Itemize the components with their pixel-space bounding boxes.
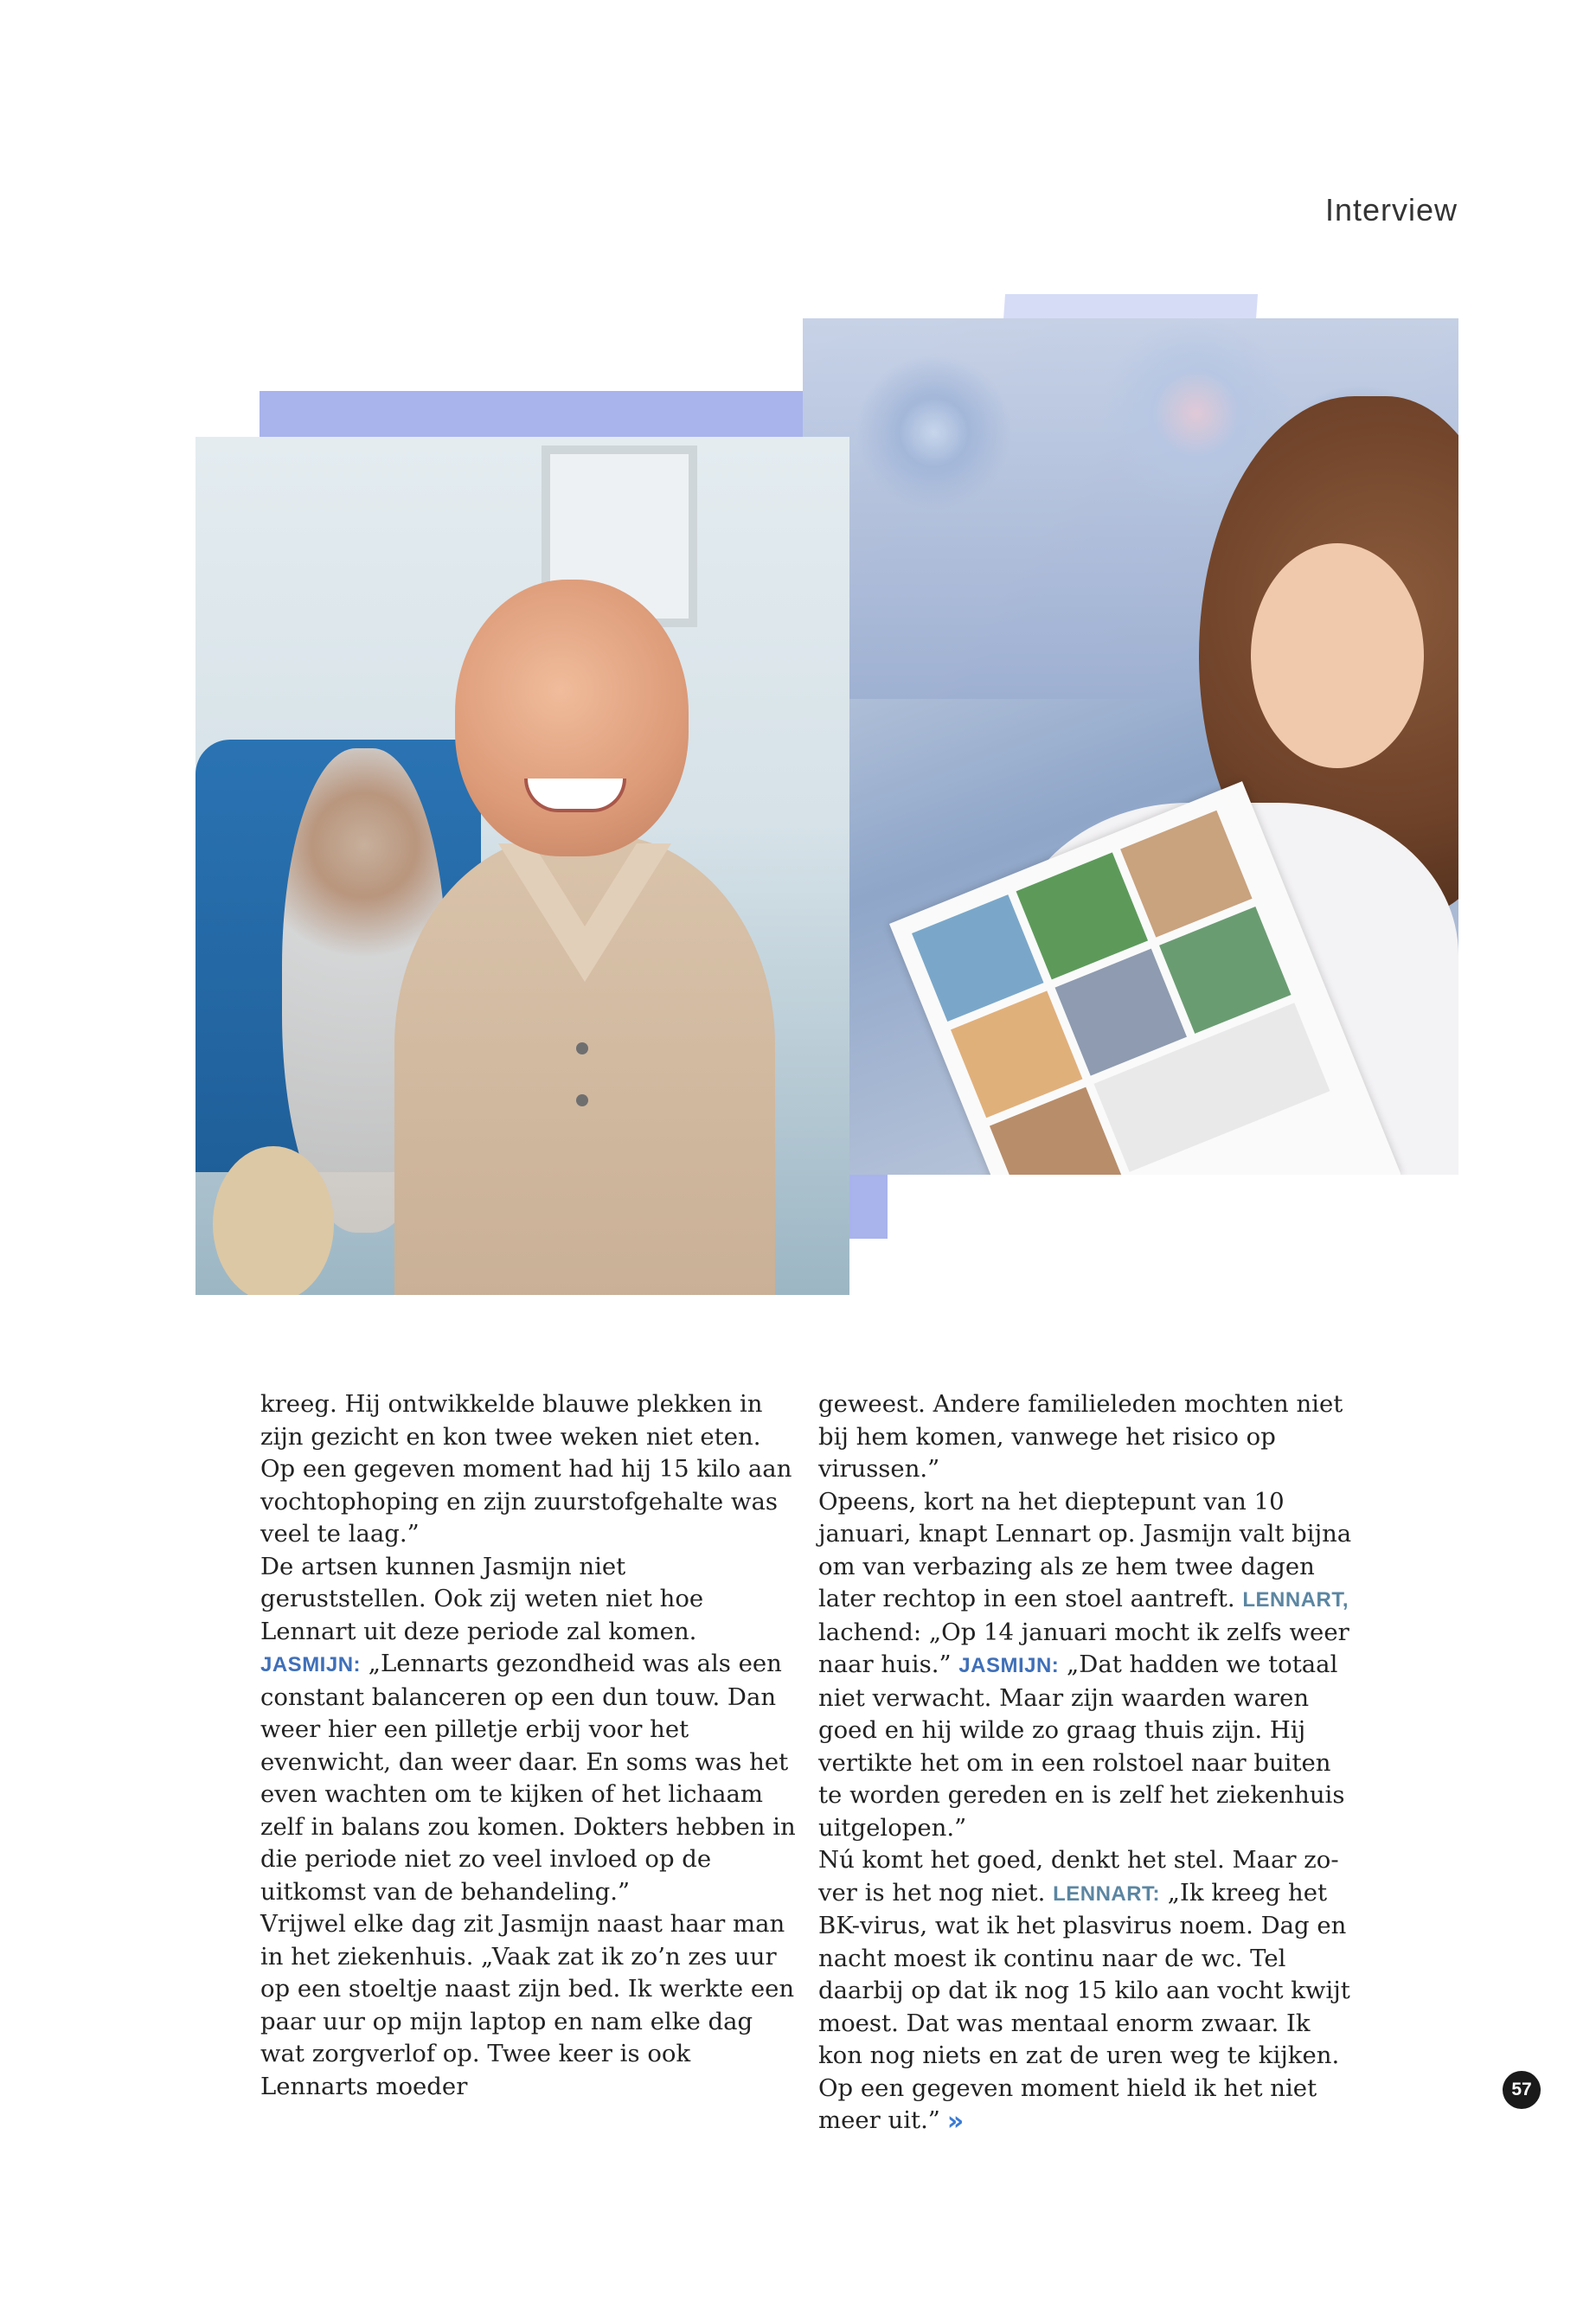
section-label: Interview [1324, 192, 1458, 228]
article-column-left [260, 1388, 797, 2103]
page-number: 57 [1503, 2071, 1541, 2109]
shirt-button-2 [576, 1094, 588, 1106]
paragraph [260, 1551, 797, 1909]
speaker-label-lennart: LENNART: [1053, 1881, 1161, 1906]
man-polo-shirt [394, 835, 775, 1295]
text: lachend: „Op 14 januari mocht ik zelfs weer naar huis.” [818, 1618, 1349, 1678]
text: „Lennarts gezondheid was als een constant balanceren op een dun touw. Dan weer hier een pilletje erbij voor het evenwicht, dan weer daar. En soms was het even wachten om te kijken of het lichaam zelf in balans zou komen. Dokters hebben in die periode niet zo veel invloed op de uitkomst van de behandeling.” [260, 1650, 796, 1906]
text: De artsen kunnen Jasmijn niet geruststellen. Ook zij weten niet hoe Lennart uit deze periode zal komen. [260, 1552, 704, 1645]
text: Opeens, kort na het dieptepunt van 10 januari, knapt Lennart op. Jasmijn valt bijna om van verbazing als ze hem twee dagen later rechtop in een stoel aantreft. [818, 1487, 1352, 1612]
text: „Ik kreeg het BK-virus, wat ik het plasvirus noem. Dag en nacht moest ik continu naar de wc. Tel daarbij op dat ik nog 15 kilo aan vocht kwijt moest. Dat was mentaal enorm zwaar. Ik kon nog niets en zat de uren weg te kijken. Op een gegeven moment hield ik het niet meer uit.” [818, 1878, 1350, 2134]
photo-woman-with-photobook [803, 318, 1458, 1175]
accent-bar-top [260, 391, 813, 438]
photo-smiling-man [195, 437, 849, 1295]
article-column-right [818, 1388, 1355, 2138]
text: „Dat hadden we totaal niet verwacht. Maar zijn waarden waren goed en hij wilde zo graag thuis zijn. Hij vertikte het om in een rolstoel naar buiten te worden gereden en is zelf het ziekenhuis uitgelopen.” [818, 1650, 1345, 1842]
double-chevron-right-icon: » [946, 2106, 965, 2137]
dog [213, 1146, 334, 1295]
paragraph: kreeg. Hij ontwikkelde blauwe plekken in zijn gezicht en kon twee weken niet eten. Op een gegeven moment had hij 15 kilo aan vochtophoping en zijn zuurstofgehalte was veel te laag.” [260, 1390, 792, 1548]
shirt-button-1 [576, 1042, 588, 1054]
speaker-label-jasmijn: JASMIJN: [958, 1654, 1060, 1677]
paragraph: Vrijwel elke dag zit Jasmijn naast haar man in het ziekenhuis. „Vaak zat ik zo’n zes uur op een stoeltje naast zijn bed. Ik werkte een paar uur op mijn laptop en nam elke dag wat zorgverlof op. Twee keer is ook Lennarts moeder [260, 1910, 795, 2100]
speaker-label-lennart: LENNART, [1242, 1588, 1349, 1612]
text: Nú komt het goed, denkt het stel. Maar zover is het nog niet. [818, 1846, 1339, 1907]
paragraph [818, 1486, 1355, 1845]
man-head [455, 580, 689, 856]
woman-face [1251, 543, 1424, 768]
paragraph [818, 1844, 1355, 2138]
paragraph: geweest. Andere familieleden mochten niet bij hem komen, vanwege het risico op virussen.” [818, 1390, 1343, 1483]
speaker-label-jasmijn: JASMIJN: [260, 1653, 362, 1676]
